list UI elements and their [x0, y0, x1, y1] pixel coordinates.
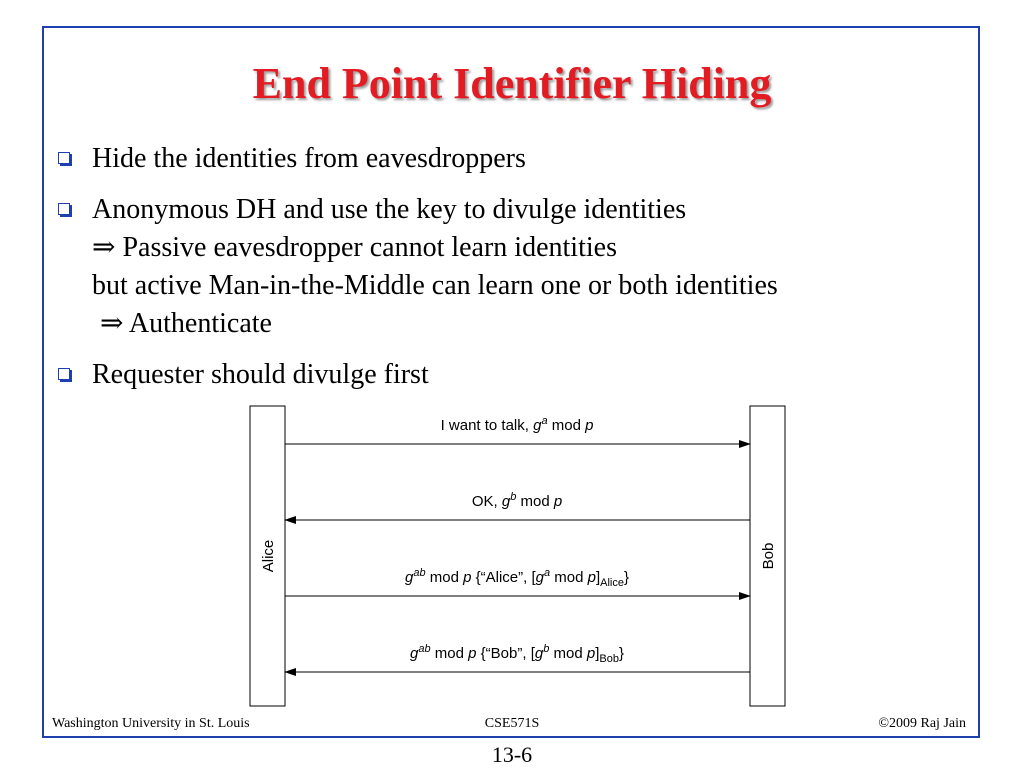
bullet-subline: ⇒ Authenticate — [100, 308, 272, 339]
footer-center: CSE571S — [484, 716, 540, 731]
message-label: $g^{ab}$ mod p {“Bob”, [$g^b$ mod $p]_{Bob}$} — [410, 643, 624, 665]
message-label: $g^{ab}$ mod p {“Alice”, [$g^a$ mod $p]_{Alice}$} — [405, 567, 629, 589]
slide-title: End Point Identifier Hiding — [252, 59, 772, 108]
bullet-item — [58, 191, 968, 343]
bullet-text: Anonymous DH and use the key to divulge identities — [92, 194, 687, 225]
bullet-subline: but active Man-in-the-Middle can learn one or both identities — [92, 270, 778, 301]
bullet-text: Requester should divulge first — [92, 359, 429, 390]
bullet-item — [58, 356, 968, 394]
bullet-list — [58, 140, 968, 394]
bullet-box-icon — [58, 152, 70, 164]
message-label: I want to talk, $g^a$ mod p — [440, 415, 594, 434]
bullet-subline: ⇒ Passive eavesdropper cannot learn identities — [92, 232, 617, 263]
bullet-text: Hide the identities from eavesdroppers — [92, 143, 526, 174]
footer-right: ©2009 Raj Jain — [878, 716, 966, 731]
alice-label: Alice — [260, 539, 277, 573]
message-label: OK, $g^b$ mod p — [471, 491, 563, 510]
bullet-item — [58, 140, 968, 178]
footer-left: Washington University in St. Louis — [52, 716, 250, 731]
sequence-diagram — [245, 398, 790, 710]
bullet-box-icon — [58, 203, 70, 215]
bullet-box-icon — [58, 368, 70, 380]
bob-label: Bob — [760, 542, 777, 570]
page-number: 13-6 — [491, 742, 533, 767]
